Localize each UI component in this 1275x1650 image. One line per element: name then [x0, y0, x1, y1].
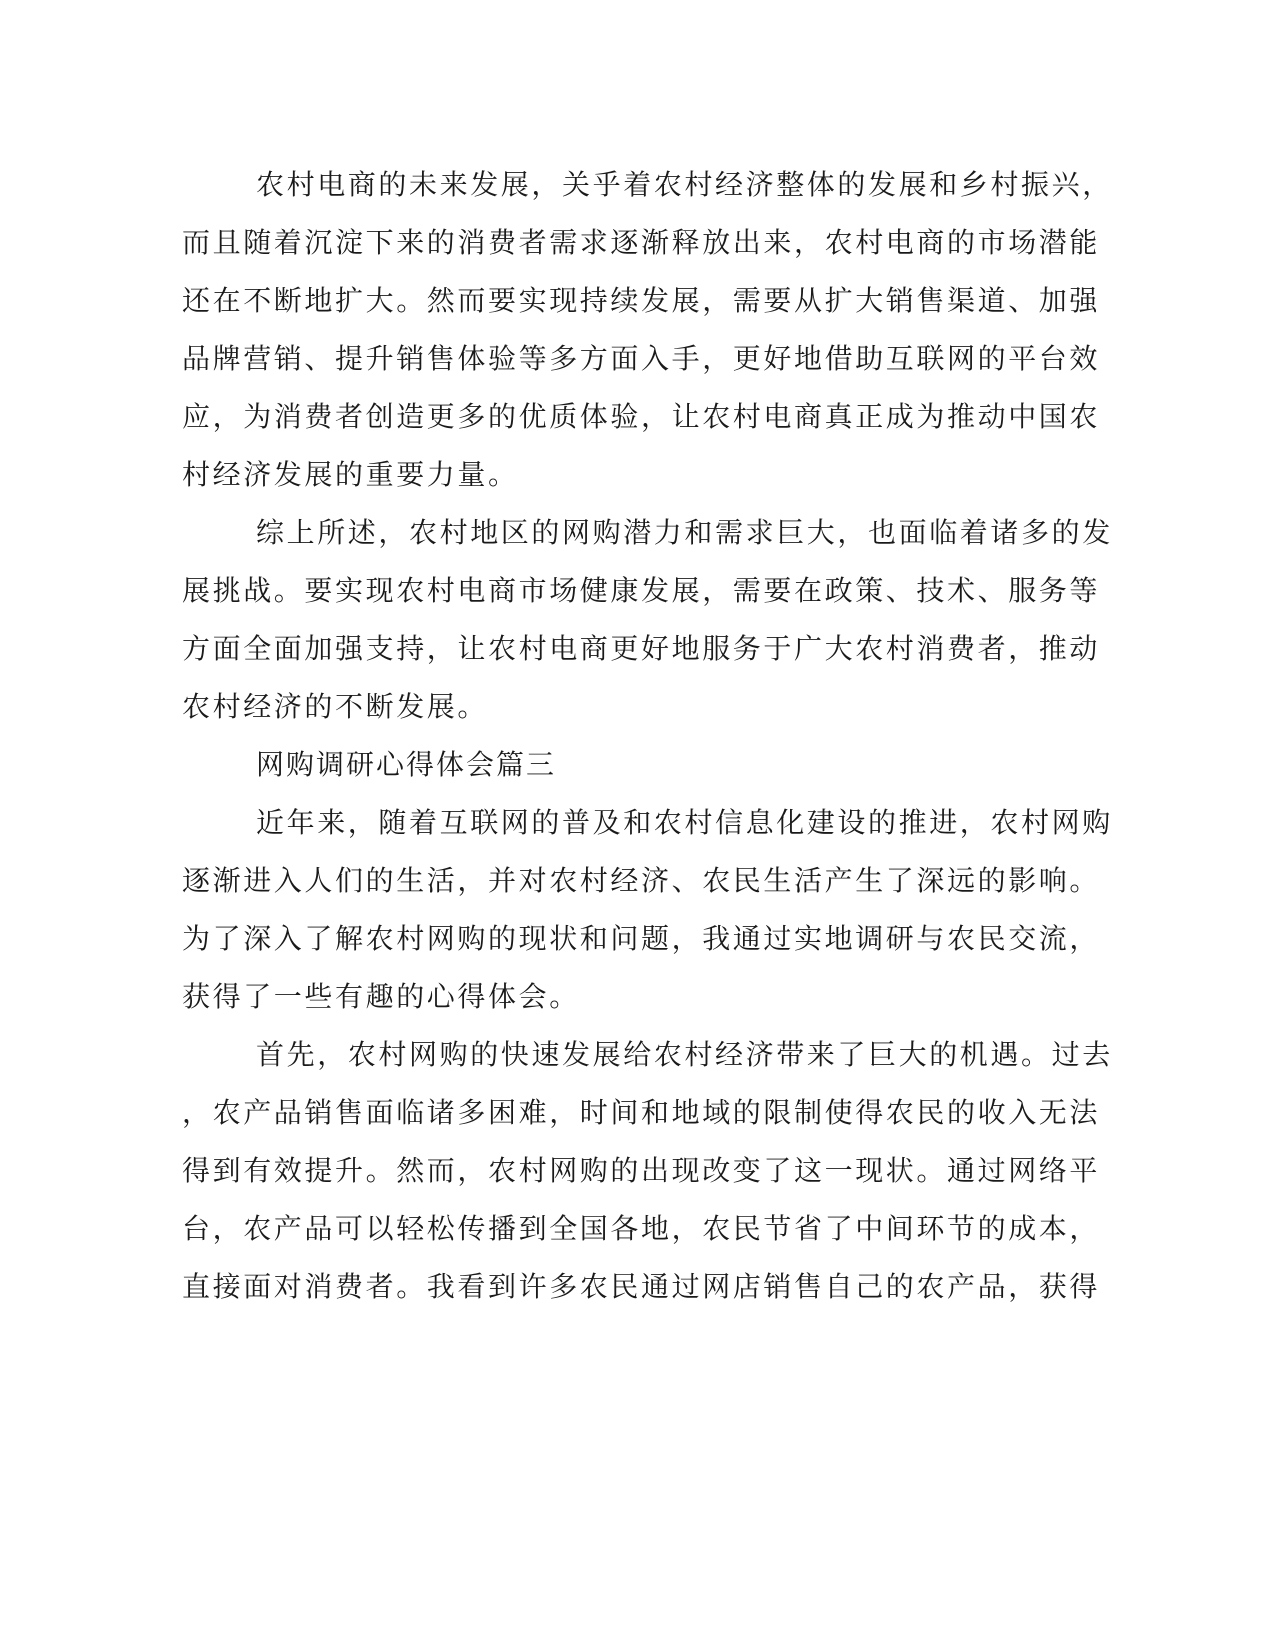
text-line: 直接面对消费者。我看到许多农民通过网店销售自己的农产品，获得 [182, 1270, 1101, 1303]
text-line: 还在不断地扩大。然而要实现持续发展，需要从扩大销售渠道、加强 [182, 284, 1101, 317]
text-line: 逐渐进入人们的生活，并对农村经济、农民生活产生了深远的影响。 [182, 864, 1101, 897]
paragraph-2 [182, 504, 1113, 736]
document-body [182, 156, 1113, 1316]
text-line: 而且随着沉淀下来的消费者需求逐渐释放出来，农村电商的市场潜能 [182, 226, 1101, 259]
text-line: 首先，农村网购的快速发展给农村经济带来了巨大的机遇。过去 [256, 1038, 1113, 1071]
text-line: 农村经济的不断发展。 [182, 690, 489, 723]
text-line: 得到有效提升。然而，农村网购的出现改变了这一现状。通过网络平 [182, 1154, 1101, 1187]
text-line: 台，农产品可以轻松传播到全国各地，农民节省了中间环节的成本， [182, 1212, 1101, 1245]
text-line: 获得了一些有趣的心得体会。 [182, 980, 580, 1013]
paragraph-3 [182, 794, 1113, 1026]
text-line: 展挑战。要实现农村电商市场健康发展，需要在政策、技术、服务等 [182, 574, 1101, 607]
text-line: 为了深入了解农村网购的现状和问题，我通过实地调研与农民交流， [182, 922, 1101, 955]
paragraph-4 [182, 1026, 1113, 1316]
paragraph-1 [182, 156, 1113, 504]
text-line: 品牌营销、提升销售体验等多方面入手，更好地借助互联网的平台效 [182, 342, 1101, 375]
text-line: 综上所述，农村地区的网购潜力和需求巨大，也面临着诸多的发 [256, 516, 1113, 549]
text-line: 近年来，随着互联网的普及和农村信息化建设的推进，农村网购 [256, 806, 1113, 839]
text-line: 方面全面加强支持，让农村电商更好地服务于广大农村消费者，推动 [182, 632, 1101, 665]
text-line: ，农产品销售面临诸多困难，时间和地域的限制使得农民的收入无法 [182, 1096, 1101, 1129]
text-line: 村经济发展的重要力量。 [182, 458, 519, 491]
text-line: 农村电商的未来发展，关乎着农村经济整体的发展和乡村振兴， [256, 168, 1113, 201]
text-line: 应，为消费者创造更多的优质体验，让农村电商真正成为推动中国农 [182, 400, 1101, 433]
section-heading: 网购调研心得体会篇三 [256, 748, 557, 781]
